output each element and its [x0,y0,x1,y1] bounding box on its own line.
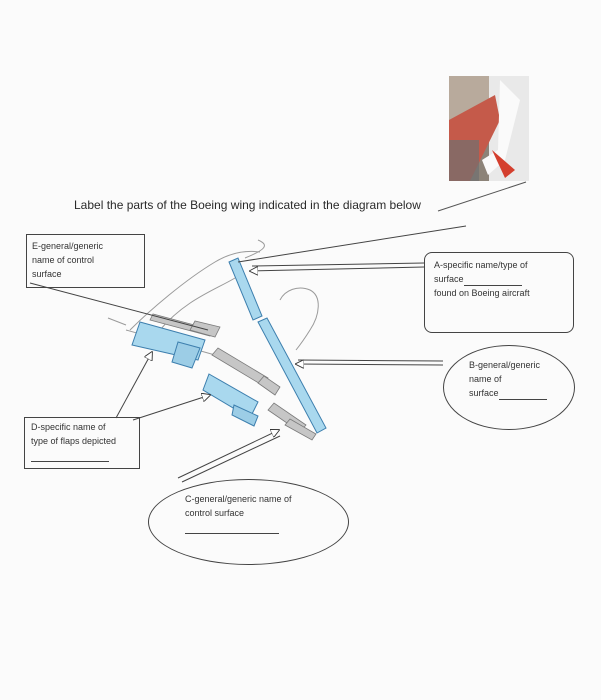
label-B-line1: B-general/generic [469,360,541,370]
label-box-D [24,417,140,469]
label-E-line3: surface [32,269,62,279]
label-box-E [26,234,145,288]
label-E-line1: E-general/generic [32,241,104,251]
label-D-line2: type of flaps depicted [31,436,117,446]
label-C-line2: control surface [185,508,245,518]
arrow-C-shaft [182,436,280,482]
leader-line-photo [438,182,526,211]
arrow-B-shaft [298,360,443,361]
label-A-line2: surface [434,274,464,284]
aircraft-wing-photo-icon [449,76,529,181]
label-A-line1: A-specific name/type of [434,260,528,270]
label-ellipse-C [148,479,349,565]
answer-blank-B[interactable] [499,399,547,400]
flap-panel-outboard [203,374,258,418]
label-ellipse-B [443,345,575,430]
slat-upper [229,258,262,320]
arrow-A [250,267,424,271]
label-box-A [424,252,574,333]
flap-segments [132,322,258,426]
label-B-line2: name of [469,374,502,384]
arrow-A-shaft [252,263,424,266]
leader-line-E [30,283,208,330]
answer-blank-D[interactable] [31,461,109,462]
instruction-heading: Label the parts of the Boeing wing indicated in the diagram below [74,198,421,212]
label-D-line1: D-specific name of [31,422,106,432]
label-B-line3: surface [469,388,499,398]
arrow-B [296,364,443,365]
label-A-line3: found on Boeing aircraft [434,288,530,298]
arrow-D-1 [116,352,152,418]
label-C-line1: C-general/generic name of [185,494,292,504]
answer-blank-C[interactable] [185,533,279,534]
arrow-D-2 [133,395,210,420]
label-E-line2: name of control [32,255,95,265]
arrow-C [178,430,279,478]
